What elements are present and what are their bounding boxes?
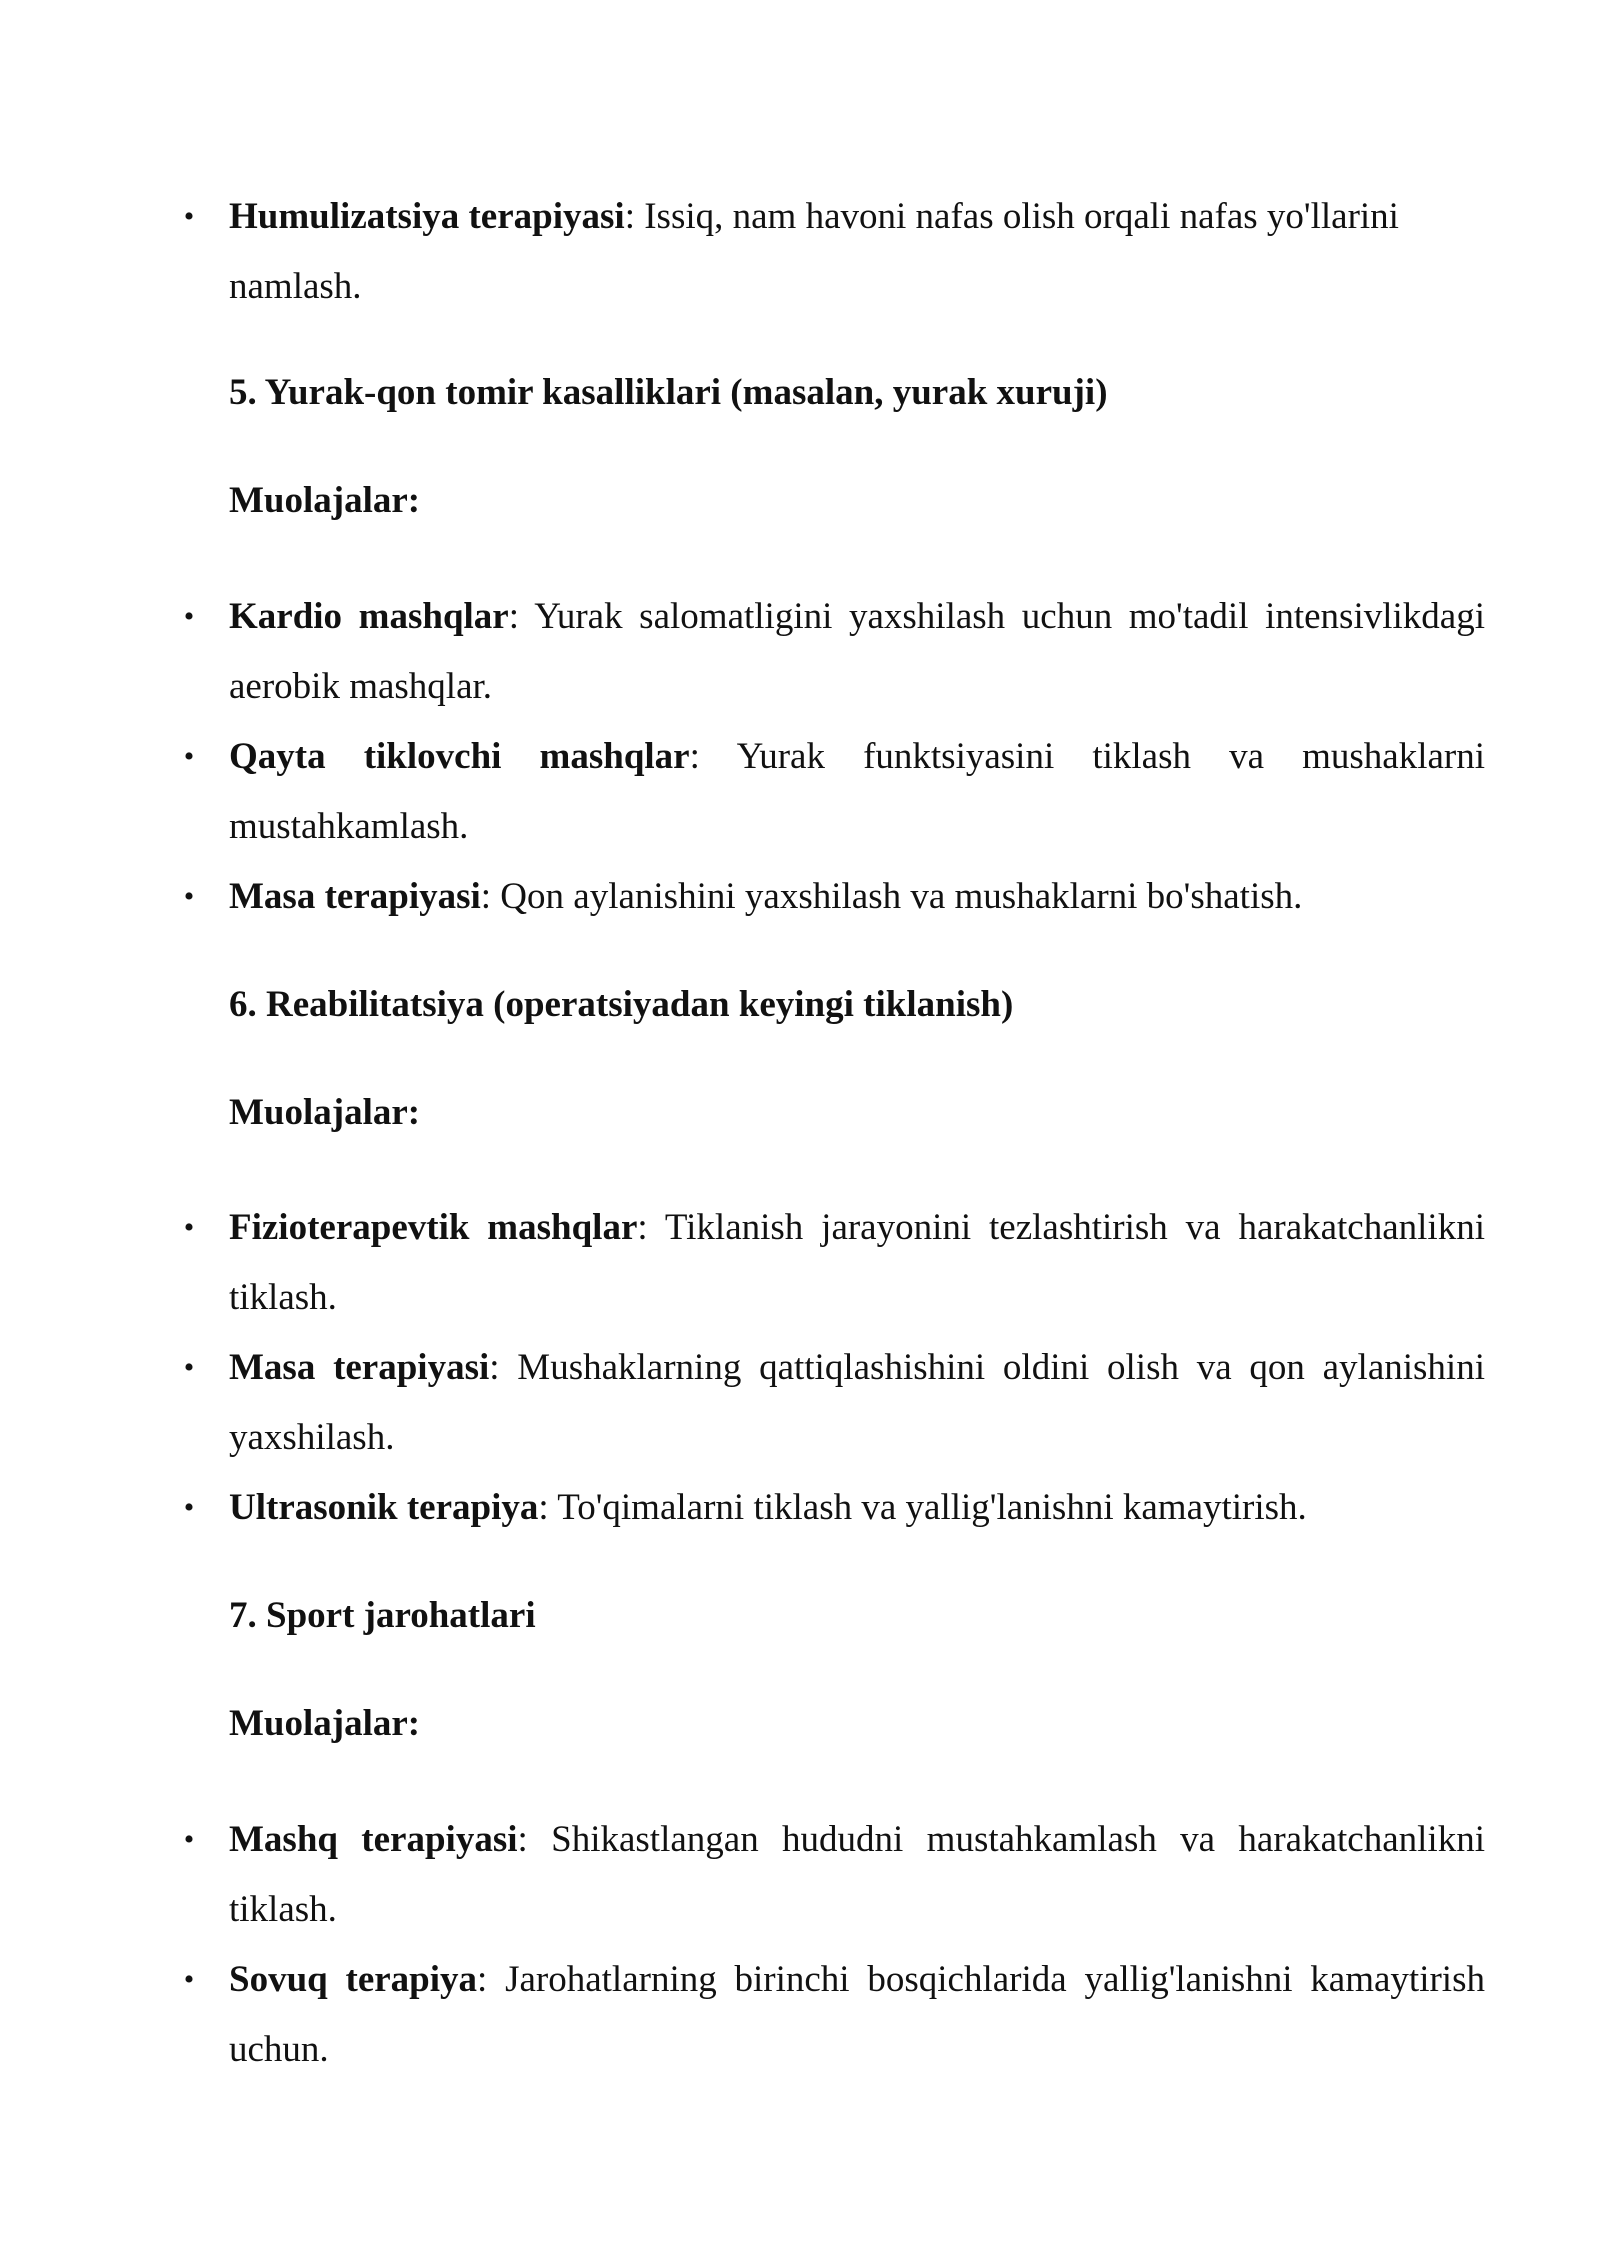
bullet-icon: • [183,740,195,773]
bullet-icon: • [183,1351,195,1384]
list-item-term: Fizioterapevtik mashqlar [229,1207,638,1248]
list-item-term: Kardio mashqlar [229,596,509,637]
bullet-icon: • [183,880,195,913]
list-item-term: Mashq terapiyasi [229,1819,518,1860]
list-item-description: : Jarohatlarning birinchi bosqichlarida yallig'lanishni kamaytirish uchun. [229,1959,1485,2070]
subsection-heading: Muolajalar: [229,480,421,521]
section-heading: 7. Sport jarohatlari [229,1595,536,1636]
section-heading: 6. Reabilitatsiya (operatsiyadan keyingi tiklanish) [229,984,1014,1025]
list-item-description: : Tiklanish jarayonini tezlashtirish va harakatchanlikni tiklash. [229,1207,1485,1318]
list-item-description: : Yurak salomatligini yaxshilash uchun mo'tadil intensivlikdagi aerobik mashqlar. [229,596,1485,707]
list-item [183,1805,1485,1945]
list-item-term: Humulizatsiya terapiyasi [229,196,625,237]
list-item-description: : Qon aylanishini yaxshilash va mushaklarni bo'shatish. [480,876,1303,917]
list-item-term: Masa terapiyasi [229,876,481,917]
list-item [183,182,1509,322]
list-item-description: : Mushaklarning qattiqlashishini oldini olish va qon aylanishini yaxshilash. [229,1347,1485,1458]
list-item-term: Qayta tiklovchi mashqlar [229,736,690,777]
list-item-description: : Yurak funktsiyasini tiklash va mushaklarni mustahkamlash. [229,736,1485,847]
subsection-heading: Muolajalar: [229,1092,421,1133]
list-item [183,722,1485,862]
list-item-term: Ultrasonik terapiya [229,1487,539,1528]
bullet-icon: • [183,1963,195,1996]
subsection-heading: Muolajalar: [229,1703,421,1744]
list-item-description: : Issiq, nam havoni nafas olish orqali nafas yo'llarini namlash. [229,196,1399,307]
list-item [183,862,1509,932]
list-item [183,1333,1485,1473]
bullet-icon: • [183,1211,195,1244]
bullet-icon: • [183,1823,195,1856]
bullet-icon: • [183,1491,195,1524]
bullet-icon: • [183,200,195,233]
list-item [183,1945,1485,2085]
list-item-term: Sovuq terapiya [229,1959,478,2000]
list-item [183,1473,1509,1543]
list-item [183,1193,1485,1333]
list-item [183,582,1485,722]
list-item-description: : To'qimalarni tiklash va yallig'lanishni kamaytirish. [538,1487,1307,1528]
section-heading: 5. Yurak-qon tomir kasalliklari (masalan, yurak xuruji) [229,372,1108,413]
list-item-description: : Shikastlangan hududni mustahkamlash va harakatchanlikni tiklash. [229,1819,1485,1930]
list-item-term: Masa terapiyasi [229,1347,490,1388]
bullet-icon: • [183,600,195,633]
